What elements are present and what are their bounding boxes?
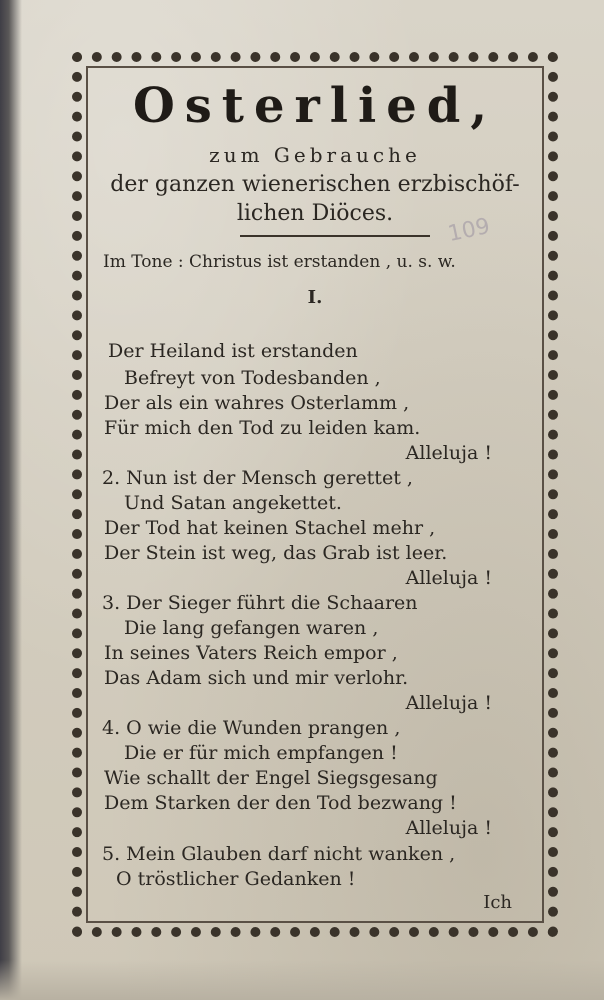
page-title: Osterlied, [132, 78, 498, 134]
tune-indication: Im Tone : Christus ist erstanden , u. s. w. [103, 252, 456, 272]
verse-1-refrain: Alleluja ! [405, 442, 492, 464]
verse-3-line-4: Das Adam sich und mir verlohr. [104, 667, 409, 689]
verse-2-line-3: Der Tod hat keinen Stachel mehr , [104, 517, 436, 539]
subtitle-line-1: zum Gebrauche [209, 143, 421, 167]
catchword: Ich [483, 892, 512, 913]
verse-5-line-2: O tröstlicher Gedanken ! [116, 868, 356, 890]
verse-1-line-4: Für mich den Tod zu leiden kam. [104, 417, 421, 439]
verse-3-line-1: 3. Der Sieger führt die Schaaren [102, 592, 418, 614]
section-numeral: I. [307, 287, 323, 308]
verse-1-line-2: Befreyt von Todesbanden , [124, 367, 381, 389]
paper-edge-shadow [0, 0, 22, 1000]
verse-4-line-3: Wie schallt der Engel Siegsgesang [104, 767, 438, 789]
verse-2-refrain: Alleluja ! [405, 567, 492, 589]
verse-4-refrain: Alleluja ! [405, 817, 492, 839]
verse-2-line-4: Der Stein ist weg, das Grab ist leer. [104, 542, 448, 564]
verse-4-line-1: 4. O wie die Wunden prangen , [102, 717, 401, 739]
verse-2-line-1: 2. Nun ist der Mensch gerettet , [102, 467, 413, 489]
verse-3-refrain: Alleluja ! [405, 692, 492, 714]
paper-bottom-stain [0, 960, 604, 1000]
verse-4-line-4: Dem Starken der den Tod bezwang ! [104, 792, 457, 814]
pencil-note: 109 [445, 213, 493, 248]
verse-2-line-2: Und Satan angekettet. [124, 492, 342, 514]
verse-5-line-1: 5. Mein Glauben darf nicht wanken , [102, 843, 456, 865]
subtitle-line-3: lichen Diöces. [236, 201, 394, 226]
verse-3-line-2: Die lang gefangen waren , [124, 617, 379, 639]
verse-4-line-2: Die er für mich empfangen ! [124, 742, 398, 764]
verse-3-line-3: In seines Vaters Reich empor , [104, 642, 398, 664]
subtitle-line-2: der ganzen wienerischen erzbischöf- [110, 172, 520, 197]
divider-rule [240, 235, 430, 237]
verse-1-line-1: Der Heiland ist erstanden [108, 340, 358, 362]
verse-1-line-3: Der als ein wahres Osterlamm , [104, 392, 410, 414]
